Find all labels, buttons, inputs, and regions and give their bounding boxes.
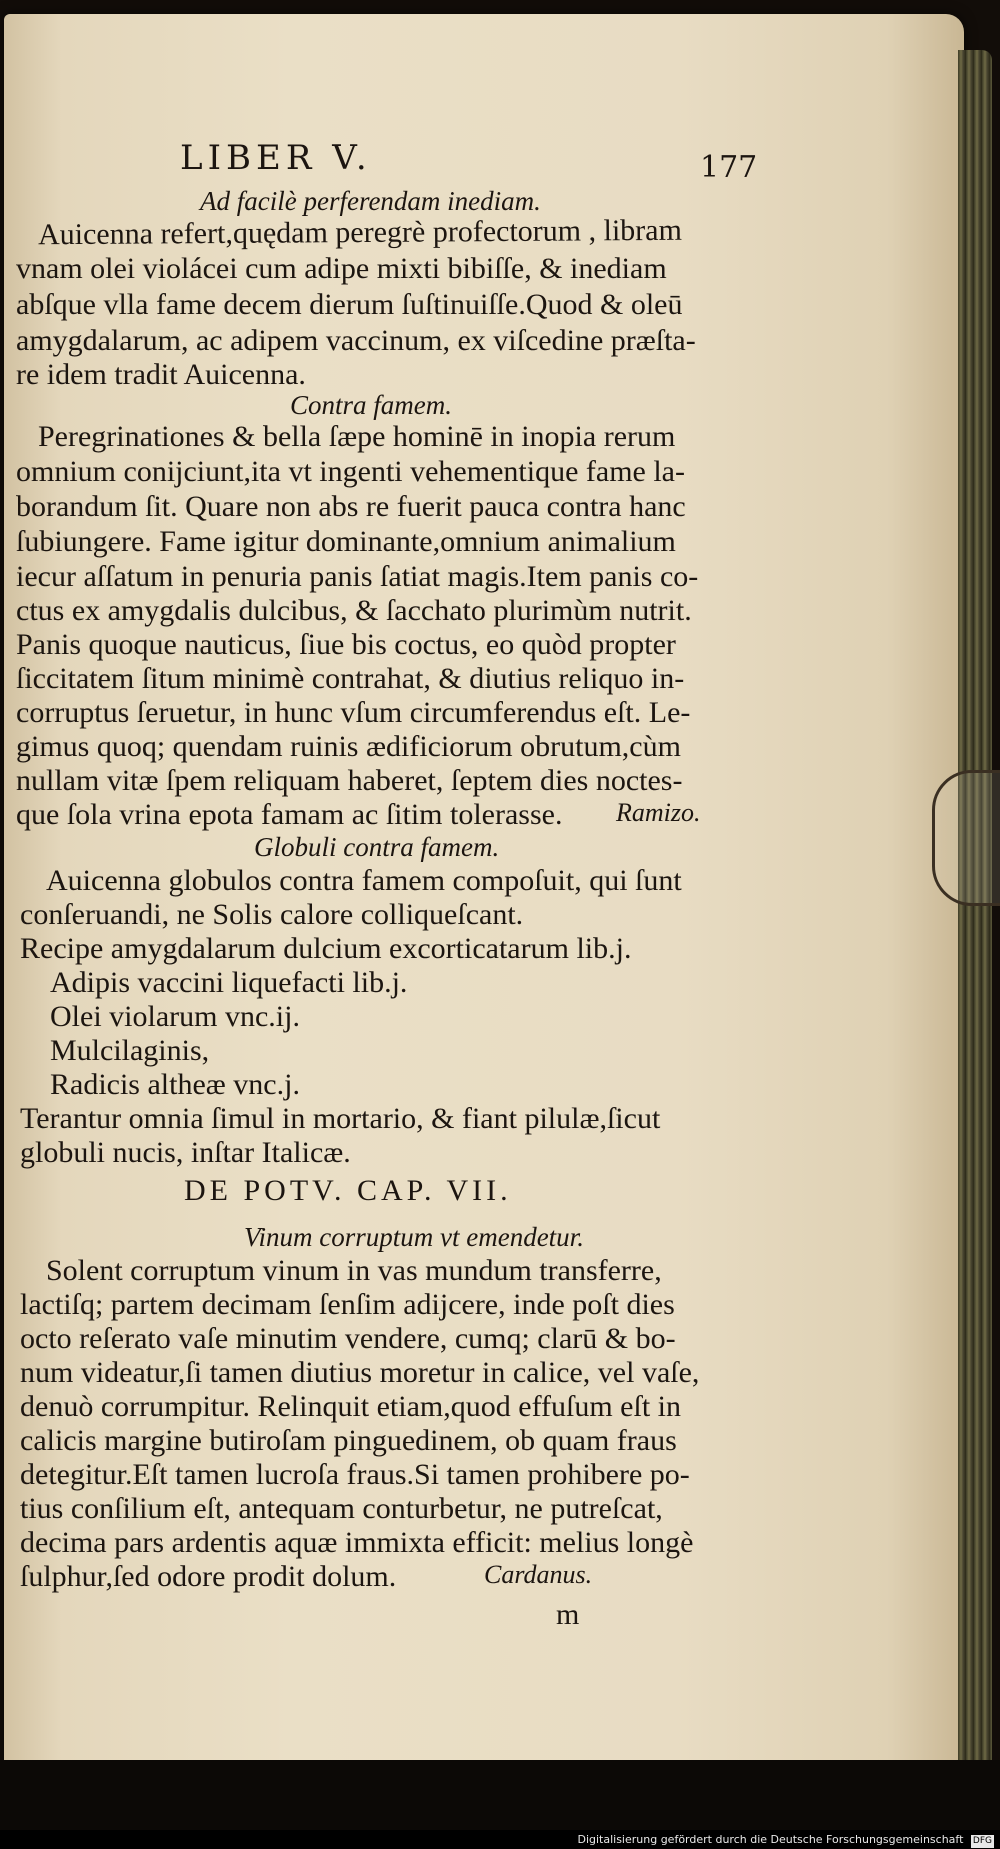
text-line: lactiſq; partem decimam ſenſim adijcere, inde poſt dies <box>20 1288 675 1321</box>
text-line: amygdalarum, ac adipem vaccinum, ex viſcedine præſta- <box>16 324 696 357</box>
text-line: Peregrinationes & bella ſæpe hominē in inopia rerum <box>38 420 676 453</box>
text-line: gimus quoq; quendam ruinis ædificiorum obrutum,cùm <box>16 730 681 763</box>
text-line: detegitur.Eſt tamen lucroſa fraus.Si tamen prohibere po- <box>20 1458 690 1491</box>
binding-shadow <box>0 1760 1000 1830</box>
text-line: calicis margine butiroſam pinguedinem, ob quam fraus <box>20 1424 677 1457</box>
text-line: Recipe amygdalarum dulcium excorticatarum lib.j. <box>20 932 632 965</box>
chapter-heading: DE POTV. CAP. VII. <box>184 1174 512 1207</box>
text-line: borandum ſit. Quare non abs re fuerit pauca contra hanc <box>16 490 686 523</box>
text-line: corruptus ſeruetur, in hunc vſum circumferendus eſt. Le- <box>16 696 691 729</box>
text-line: ſiccitatem ſitum minimè contrahat, & diutius reliquo in- <box>16 662 685 695</box>
text-line: abſque vlla fame decem dierum ſuſtinuiſſe.Quod & oleū <box>16 288 683 321</box>
text-line: vnam olei violácei cum adipe mixti bibiſſe, & inediam <box>16 252 667 285</box>
section-heading: Globuli contra famem. <box>254 832 500 862</box>
text-line: re idem tradit Auicenna. <box>16 358 306 391</box>
dfg-logo: DFG <box>972 1836 992 1846</box>
running-title: LIBER V. <box>180 138 372 178</box>
section-heading: Ad facilè perferendam inediam. <box>200 186 541 216</box>
text-line: iecur aſſatum in penuria panis ſatiat magis.Item panis co- <box>16 560 699 593</box>
text-line: globuli nucis, inſtar Italicæ. <box>20 1136 351 1169</box>
attribution: Cardanus. <box>484 1560 593 1589</box>
digitization-footer <box>0 1830 1000 1849</box>
text-line: Solent corruptum vinum in vas mundum transferre, <box>46 1254 662 1287</box>
text-line: ſulphur,ſed odore prodit dolum. <box>20 1560 397 1593</box>
attribution: Ramizo. <box>616 798 701 827</box>
text-line: tius conſilium eſt, antequam conturbetur, ne putreſcat, <box>20 1492 663 1525</box>
text-line: ctus ex amygdalis dulcibus, & ſacchato plurimùm nutrit. <box>16 594 692 627</box>
text-line: octo reſerato vaſe minutim vendere, cumq; clarū & bo- <box>20 1322 676 1355</box>
text-line: Terantur omnia ſimul in mortario, & fiant pilulæ,ſicut <box>20 1102 661 1135</box>
text-line: nullam vitæ ſpem reliquam haberet, ſeptem dies noctes- <box>16 764 683 797</box>
text-line: decima pars ardentis aquæ immixta efficit: melius longè <box>20 1526 694 1559</box>
page-stack-edge <box>958 50 992 1790</box>
text-line: denuò corrumpitur. Relinquit etiam,quod effuſum eſt in <box>20 1390 681 1423</box>
section-heading: Vinum corruptum vt emendetur. <box>244 1222 584 1252</box>
footer-text: Digitalisierung gefördert durch die Deutsche Forschungsgemeinschaft <box>577 1833 964 1846</box>
page-number: 177 <box>700 150 758 185</box>
text-line: omnium conijciunt,ita vt ingenti vehementique fame la- <box>16 455 685 488</box>
text-line: Auicenna refert,quędam peregrè profectorum , libram <box>37 213 682 252</box>
text-line: Adipis vaccini liquefacti lib.j. <box>50 966 408 999</box>
text-line: que ſola vrina epota famam ac ſitim tolerasse. <box>16 798 563 831</box>
text-line: conſeruandi, ne Solis calore colliqueſcant. <box>20 898 524 931</box>
text-line: Auicenna globulos contra famem compoſuit, qui ſunt <box>46 864 682 897</box>
text-line: Radicis altheæ vnc.j. <box>50 1068 300 1101</box>
text-line: Olei violarum vnc.ij. <box>50 1000 300 1033</box>
text-line: num videatur,ſi tamen diutius moretur in calice, vel vaſe, <box>20 1356 700 1389</box>
clip-marker <box>932 770 1000 906</box>
text-line: Panis quoque nauticus, ſiue bis coctus, eo quòd propter <box>16 628 676 661</box>
catchword: m <box>556 1598 580 1631</box>
text-line: Mulcilaginis, <box>50 1034 210 1067</box>
section-heading: Contra famem. <box>290 390 452 420</box>
text-line: ſubiungere. Fame igitur dominante,omnium animalium <box>16 525 676 558</box>
